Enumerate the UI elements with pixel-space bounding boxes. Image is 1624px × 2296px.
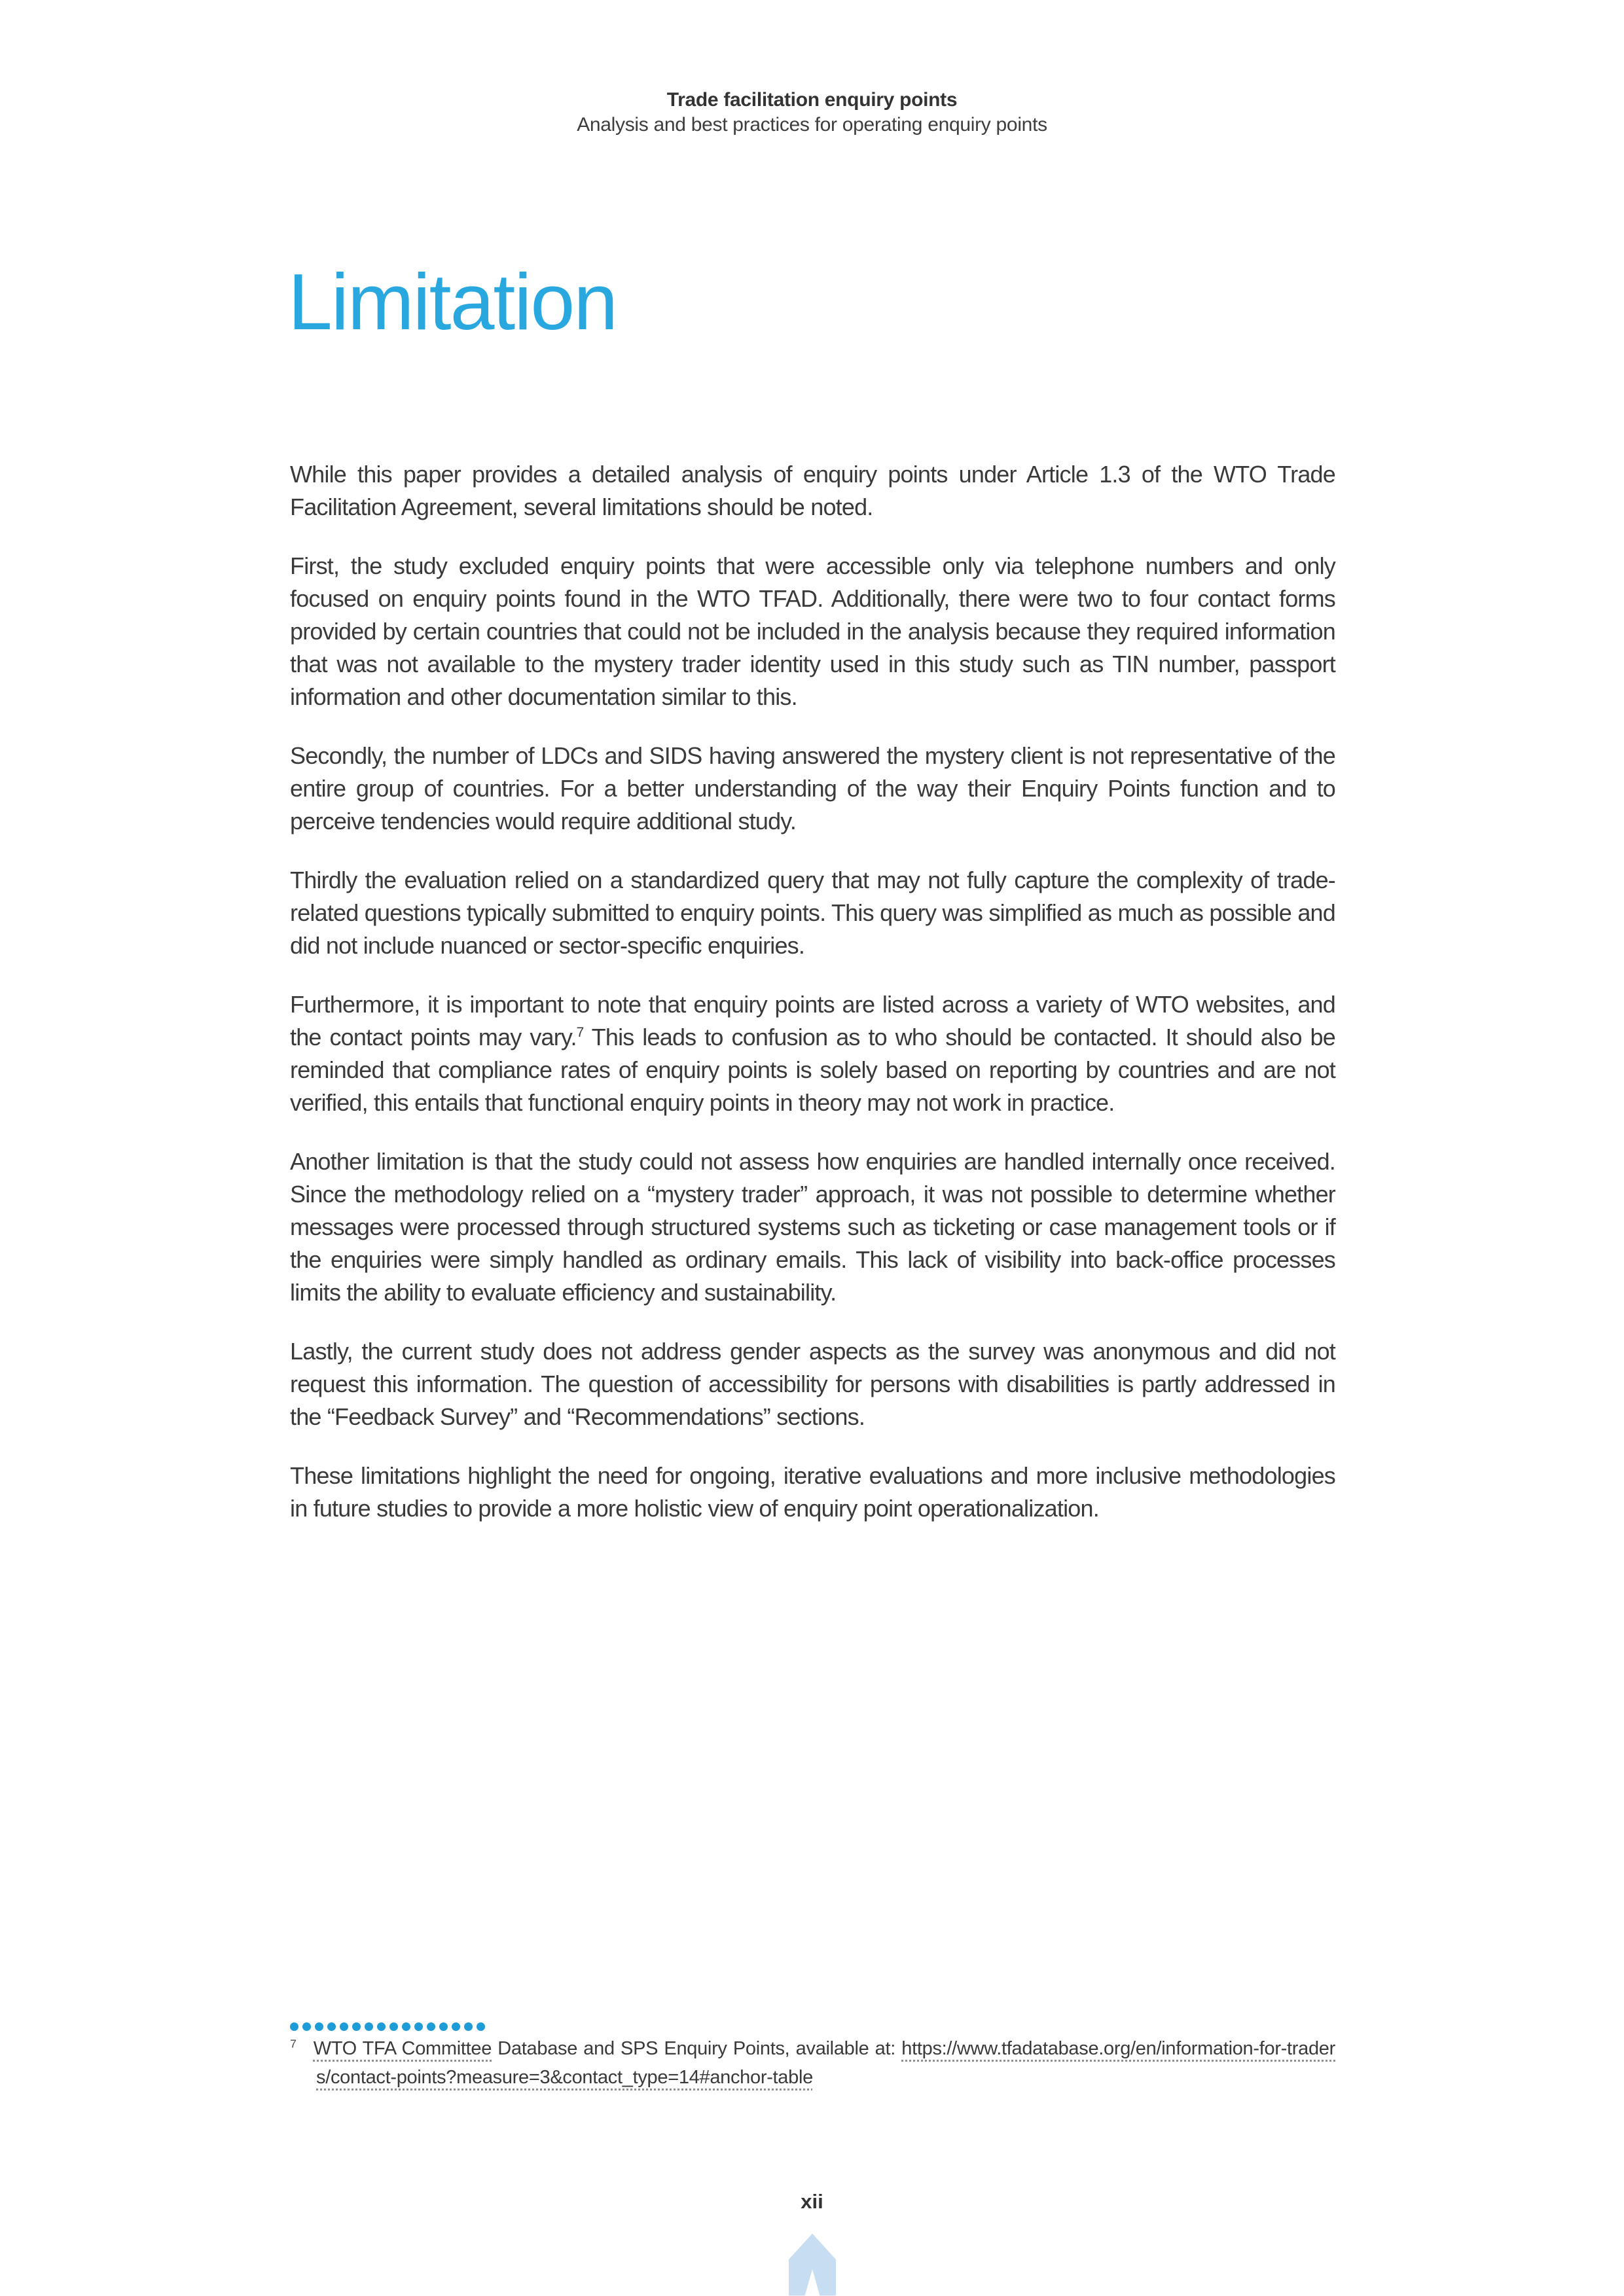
- paragraph-1: While this paper provides a detailed analysis of enquiry points under Article 1.3 of the WTO Trade Facilitation Agreement, several limitations should be noted.: [290, 461, 1335, 520]
- footnote-text: Database and SPS Enquiry Points, available at:: [492, 2038, 902, 2059]
- footnote-separator: [290, 2022, 485, 2031]
- footnote-reference: 7: [576, 1025, 584, 1040]
- paragraph-2: First, the study excluded enquiry points that were accessible only via telephone numbers and only focused on enquiry points found in the WTO TFAD. Additionally, there were two to four contact forms provided by certain countries that could not be included in the analysis because they required information that was not available to the mystery trader identity used in this study such as TIN number, passport information and other documentation similar to this.: [290, 552, 1335, 710]
- chevron-up-icon: [789, 2233, 836, 2296]
- separator-dot: [477, 2022, 485, 2031]
- separator-dot: [389, 2022, 398, 2031]
- header-title: Trade facilitation enquiry points: [666, 89, 958, 111]
- paragraph-5: [290, 988, 1335, 1119]
- separator-dot: [340, 2022, 348, 2031]
- footnote: [290, 2034, 1335, 2092]
- paragraph-6: Another limitation is that the study could not assess how enquiries are handled internally once received. Since the methodology relied on a “mystery trader” approach, it was not possible to determine whether messages were processed through structured systems such as ticketing or case management tools or if the enquiries were simply handled as ordinary emails. This lack of visibility into back-office processes limits the ability to evaluate efficiency and sustainability.: [290, 1148, 1335, 1306]
- footnote-entry: [290, 2034, 1335, 2092]
- page-number: xii: [801, 2190, 823, 2213]
- separator-dot: [427, 2022, 435, 2031]
- separator-dot: [327, 2022, 336, 2031]
- header-subtitle: Analysis and best practices for operating enquiry points: [577, 114, 1047, 135]
- paragraph-5-text: Furthermore, it is important to note that enquiry points are listed across a variety of WTO websites, and the contact points may vary.: [290, 991, 1335, 1050]
- separator-dot: [377, 2022, 386, 2031]
- separator-dot: [365, 2022, 373, 2031]
- body-text: [290, 458, 1335, 1551]
- paragraph-5-continued: This leads to confusion as to who should be contacted. It should also be reminded that compliance rates of enquiry points is solely based on reporting by countries and are not verified, this entails that functional enquiry points in theory may not work in practice.: [290, 1024, 1335, 1116]
- separator-dot: [315, 2022, 323, 2031]
- separator-dot: [352, 2022, 361, 2031]
- wto-tfa-committee-link[interactable]: WTO TFA Committee: [313, 2038, 492, 2059]
- separator-dot: [439, 2022, 448, 2031]
- paragraph-7: Lastly, the current study does not address gender aspects as the survey was anonymous and did not request this information. The question of accessibility for persons with disabilities is partly addressed in the “Feedback Survey” and “Recommendations” sections.: [290, 1338, 1335, 1430]
- chapter-title: Limitation: [288, 257, 617, 346]
- separator-dot: [302, 2022, 311, 2031]
- running-header: [0, 88, 1624, 137]
- separator-dot: [464, 2022, 473, 2031]
- footnote-marker: 7: [290, 2037, 297, 2051]
- paragraph-4: Thirdly the evaluation relied on a standardized query that may not fully capture the complexity of trade-related questions typically submitted to enquiry points. This query was simplified as much as possible and did not include nuanced or sector-specific enquiries.: [290, 867, 1335, 959]
- paragraph-3: Secondly, the number of LDCs and SIDS having answered the mystery client is not representative of the entire group of countries. For a better understanding of the way their Enquiry Points function and to perceive tendencies would require additional study.: [290, 742, 1335, 834]
- tfadatabase-url-link[interactable]: https://www.tfadatabase.org/en/information-for-traders/contact-points?measure=3&contact_type=14#anchor-table: [316, 2038, 1335, 2088]
- paragraph-8: These limitations highlight the need for ongoing, iterative evaluations and more inclusive methodologies in future studies to provide a more holistic view of enquiry point operationalization.: [290, 1462, 1335, 1522]
- separator-dot: [414, 2022, 423, 2031]
- separator-dot: [402, 2022, 410, 2031]
- separator-dot: [290, 2022, 298, 2031]
- separator-dot: [452, 2022, 460, 2031]
